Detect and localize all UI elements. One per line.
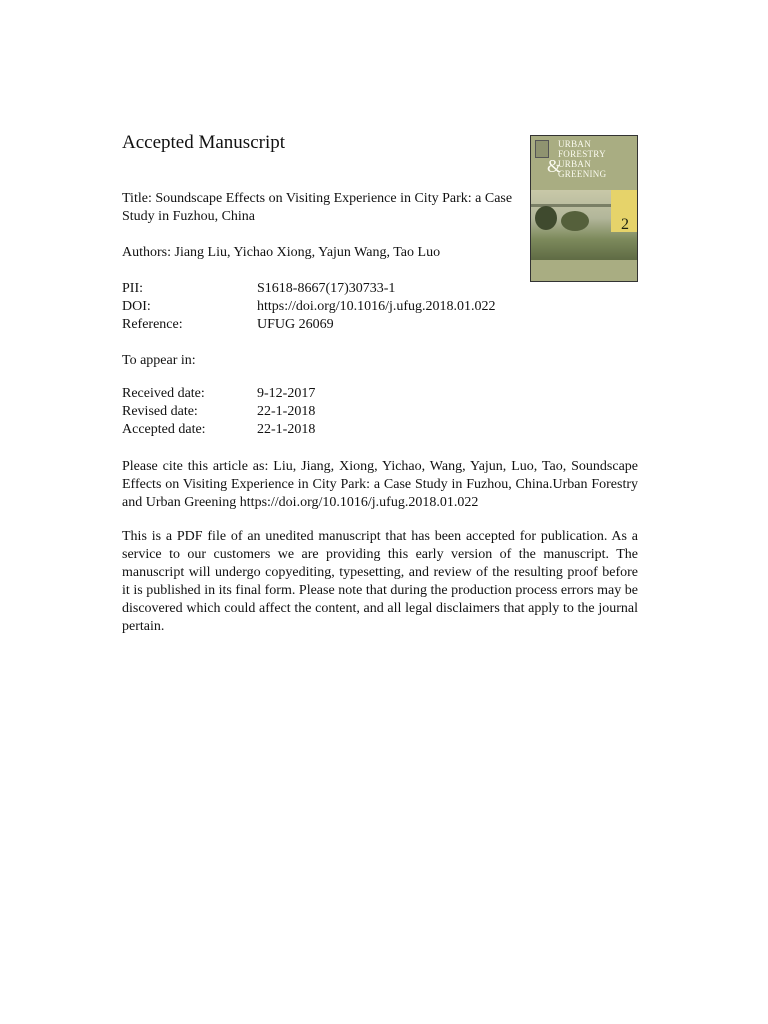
reference-label: Reference: [122, 317, 183, 332]
reference-row [122, 316, 642, 334]
reference-value: UFUG 26069 [257, 317, 334, 332]
cover-footer [531, 260, 637, 282]
cover-ampersand: & [547, 156, 562, 176]
revised-date-value: 22-1-2018 [257, 404, 316, 419]
received-date-row [122, 385, 642, 403]
pii-label: PII: [122, 281, 143, 296]
cover-tree-icon [561, 211, 589, 231]
cover-journal-title: URBAN FORESTRY URBAN GREENING [558, 139, 607, 179]
article-title: Title: Soundscape Effects on Visiting Experience in City Park: a Case Study in Fuzhou, China [122, 191, 513, 224]
journal-cover [530, 135, 638, 282]
notice-paragraph: This is a PDF file of an unedited manuscript that has been accepted for publication. As a service to our customers we are providing this early version of the manuscript. The manuscript will undergo copyediting, typesetting, and review of the resulting proof before it is published in its final form. Please note that during the production process errors may be discovered which could affect the content, and all legal disclaimers that apply to the journal pertain. [122, 529, 638, 634]
cover-issue-number: 2 [621, 216, 629, 233]
cover-tree-icon [535, 206, 557, 230]
citation-paragraph: Please cite this article as: Liu, Jiang, Xiong, Yichao, Wang, Yajun, Luo, Tao, Soundscape Effects on Visiting Experience in City Park: a Case Study in Fuzhou, China.Urban Forestry and Urban Greening https://doi.org/10.1016/j.ufug.2018.01.022 [122, 459, 638, 510]
doi-row [122, 298, 642, 316]
pii-value: S1618-8667(17)30733-1 [257, 281, 396, 296]
pii-row [122, 280, 642, 298]
page-heading: Accepted Manuscript [122, 132, 286, 153]
revised-date-label: Revised date: [122, 404, 198, 419]
date-list [122, 385, 642, 439]
accepted-date-value: 22-1-2018 [257, 422, 316, 437]
identifier-list [122, 280, 642, 334]
accepted-date-row [122, 421, 642, 439]
doi-label: DOI: [122, 299, 151, 314]
authors-line: Authors: Jiang Liu, Yichao Xiong, Yajun Wang, Tao Luo [122, 245, 441, 260]
doi-value[interactable]: https://doi.org/10.1016/j.ufug.2018.01.022 [257, 299, 496, 314]
to-appear-in: To appear in: [122, 353, 196, 368]
revised-date-row [122, 403, 642, 421]
accepted-date-label: Accepted date: [122, 422, 206, 437]
received-date-value: 9-12-2017 [257, 386, 316, 401]
received-date-label: Received date: [122, 386, 205, 401]
